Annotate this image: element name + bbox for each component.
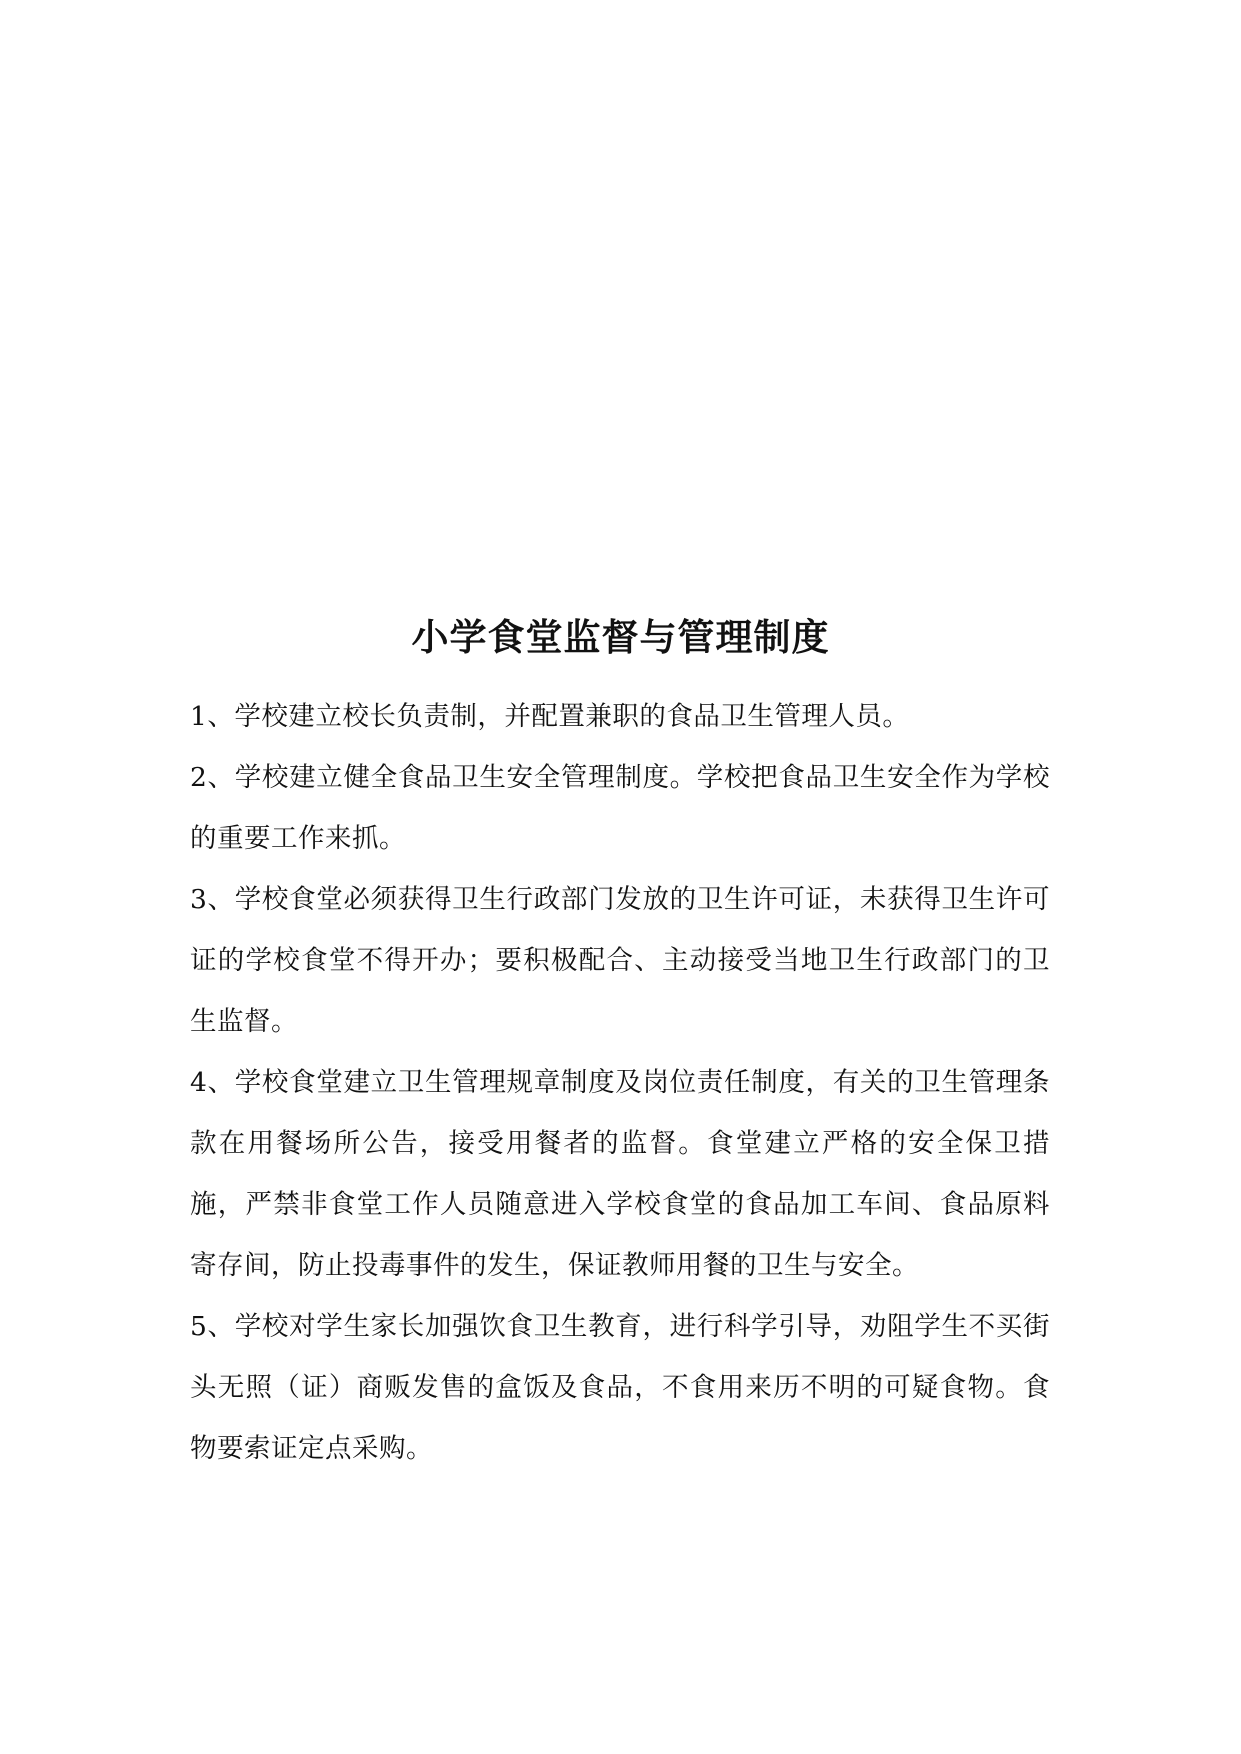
paragraph-5: 5、学校对学生家长加强饮食卫生教育，进行科学引导，劝阻学生不买街头无照（证）商贩发售的盒饭及食品，不食用来历不明的可疑食物。食物要索证定点采购。	[190, 1311, 1050, 1464]
paragraph-1: 1、学校建立校长负责制，并配置兼职的食品卫生管理人员。	[190, 701, 910, 732]
paragraph-3: 3、学校食堂必须获得卫生行政部门发放的卫生许可证，未获得卫生许可证的学校食堂不得开办；要积极配合、主动接受当地卫生行政部门的卫生监督。	[190, 884, 1050, 1037]
document-body	[190, 686, 1050, 1479]
document-title: 小学食堂监督与管理制度	[411, 616, 830, 659]
paragraph-4: 4、学校食堂建立卫生管理规章制度及岗位责任制度，有关的卫生管理条款在用餐场所公告，接受用餐者的监督。食堂建立严格的安全保卫措施，严禁非食堂工作人员随意进入学校食堂的食品加工车间、食品原料寄存间，防止投毒事件的发生，保证教师用餐的卫生与安全。	[190, 1067, 1050, 1281]
paragraph-2: 2、学校建立健全食品卫生安全管理制度。学校把食品卫生安全作为学校的重要工作来抓。	[190, 762, 1050, 854]
